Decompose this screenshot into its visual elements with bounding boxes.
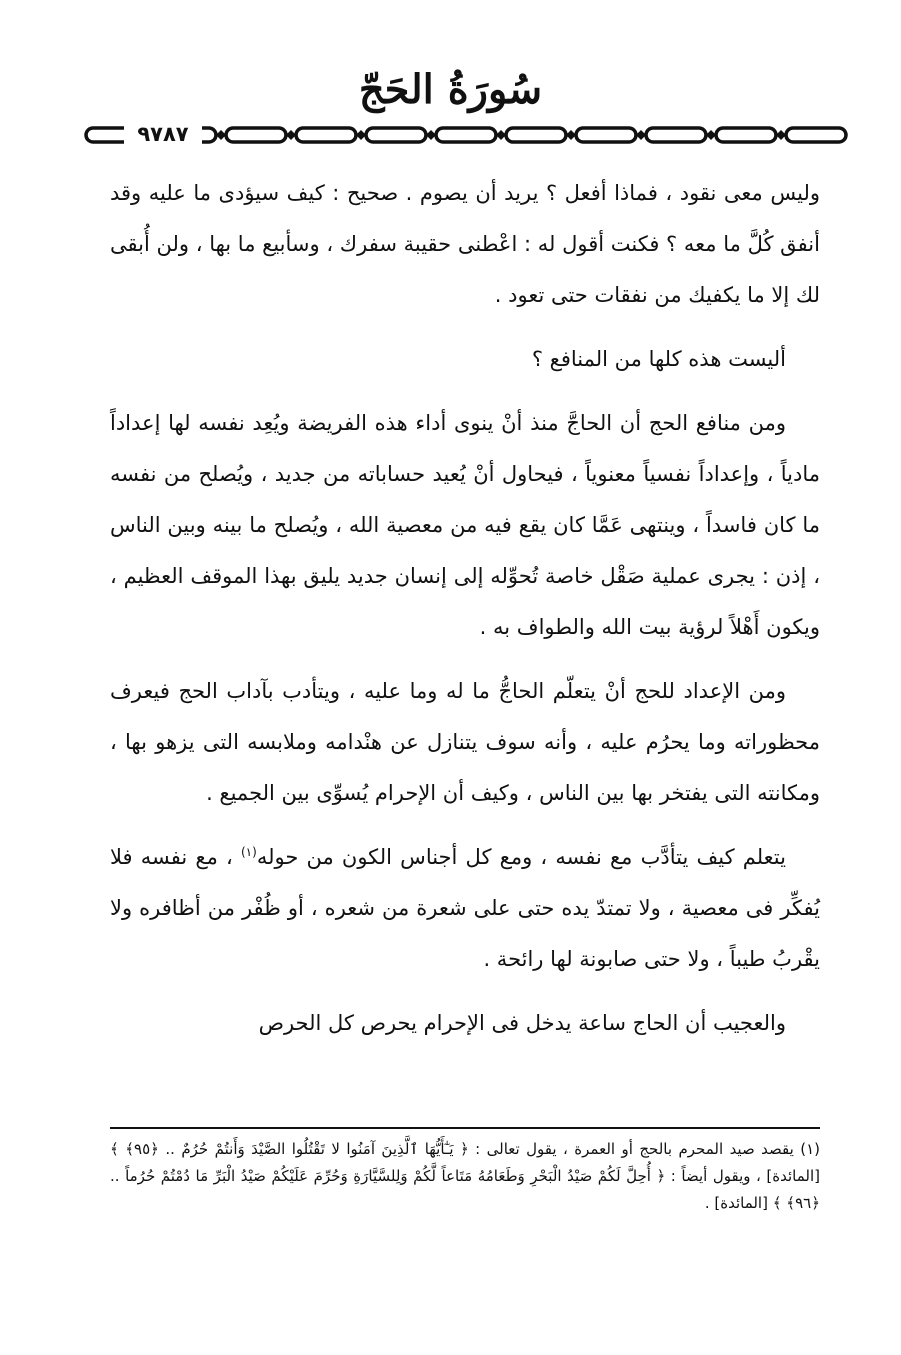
chain-link [506,128,566,142]
chain-link [436,128,496,142]
paragraph-5-lead: يتعلم كيف يتأدَّب مع نفسه ، ومع كل أجناس الكون من حوله [256,845,786,869]
chain-link [226,128,286,142]
footnote [110,1136,820,1217]
footnote-divider [110,1127,820,1129]
chain-link [296,128,356,142]
paragraph-6: والعجيب أن الحاج ساعة يدخل فى الإحرام يحرص كل الحرص [258,1011,786,1035]
paragraph-5 [110,832,820,985]
footnote-reference: (١) [240,845,257,859]
paragraph-2: أليست هذه كلها من المنافع ؟ [531,347,786,371]
chain-link [366,128,426,142]
chain-link [786,128,846,142]
paragraph-4: ومن الإعداد للحج أنْ يتعلّم الحاجُّ ما له وما عليه ، ويتأدب بآداب الحج فيعرف محظوراته وما يحرُم عليه ، وأنه سوف يتنازل عن هنْدامه وملابسه التى يزهو بها ، ومكانته التى يفتخر بها بين الناس ، وكيف أن الإحرام يُسوِّى بين الجميع . [110,679,820,805]
chain-link [716,128,776,142]
chain-link [646,128,706,142]
paragraph-3: ومن منافع الحج أن الحاجَّ منذ أنْ ينوى أداء هذه الفريضة ويُعِد نفسه لها إعداداً مادياً ، وإعداداً نفسياً معنوياً ، فيحاول أنْ يُعيد حساباته من جديد ، ويُصلح من نفسه ما كان فاسداً ، وينتهى عَمَّا كان يقع فيه من معصية الله ، ويُصلح ما بينه وبين الناس ، إذن : يجرى عملية صَقْل خاصة تُحوِّله إلى إنسان جديد يليق بهذا الموقف العظيم ، ويكون أَهْلاً لرؤية بيت الله والطواف به . [110,411,820,639]
footnote-text: (١) يقصد صيد المحرم بالحج أو العمرة ، يقول تعالى : ﴿ يَـٰٓأَيُّهَا ٱلَّذِينَ آمَنُوا لا تَقْتُلُوا الصَّيْدَ وَأَنتُمْ حُرُمٌ .. ﴿٩٥﴾ ﴾ [المائدة] ، ويقول أيضاً : ﴿ أُحِلَّ لَكُمْ صَيْدُ الْبَحْرِ وَطَعَامُهُ مَتَاعاً لَّكُمْ وَلِلسَّيَّارَةِ وَحُرِّمَ عَلَيْكُمْ صَيْدُ الْبَرِّ مَا دُمْتُمْ حُرُماً .. ﴿٩٦﴾ ﴾ [المائدة] . [110,1140,820,1212]
surah-title: سُورَةُ الحَجّ [358,66,543,113]
paragraph-1: وليس معى نقود ، فماذا أفعل ؟ يريد أن يصوم . صحيح : كيف سيؤدى ما عليه وقد أنفق كُلَّ ما معه ؟ فكنت أقول له : اعْطنى حقيبة سفرك ، وسأبيع ما بها ، ولن أُبقى لك إلا ما يكفيك من نفقات حتى تعود . [110,181,820,307]
chain-link [576,128,636,142]
paragraph-5-rest: ، مع نفسه فلا يُفكِّر فى معصية ، ولا تمتدّ يده حتى على شعرة من شعره ، أو ظُفْر من أظافره ولا يقْربُ طيباً ، ولا حتى صابونة لها رائحة . [110,845,820,971]
main-text [110,168,820,1062]
page-number: ٩٧٨٧ [124,120,202,148]
